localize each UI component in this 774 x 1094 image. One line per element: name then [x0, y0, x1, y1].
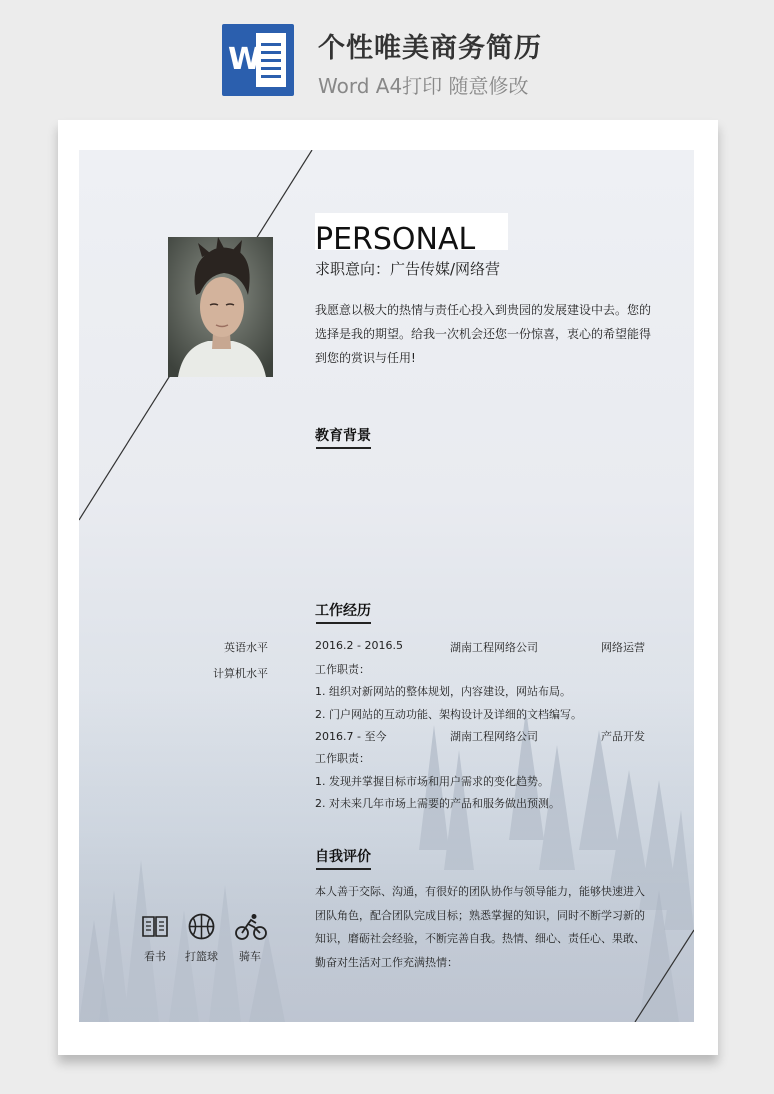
job-duty-item: 2. 门户网站的互动功能、架构设计及详细的文档编写。	[315, 708, 582, 721]
page-subtitle: Word A4打印 随意修改	[318, 74, 529, 98]
intro-text: 我愿意以极大的热情与责任心投入到贵园的发展建设中去。您的选择是我的期望。给我一次机会还您一份惊喜，衷心的希望能得到您的赏识与任用!	[315, 303, 652, 365]
bicycle-icon	[235, 913, 267, 945]
job-position: 网络运营	[601, 641, 645, 654]
skill-english: 英语水平	[224, 641, 268, 654]
job-position: 产品开发	[601, 730, 645, 743]
profile-photo	[168, 237, 273, 377]
job-period: 2016.2 - 2016.5	[315, 639, 403, 652]
job-intent: 求职意向：广告传媒/网络营	[315, 260, 501, 278]
hobby-label: 看书	[144, 950, 166, 963]
section-title-education: 教育背景	[315, 428, 371, 444]
section-underline	[316, 868, 371, 870]
job-duty-item: 1. 发现并掌握目标市场和用户需求的变化趋势。	[315, 775, 549, 788]
job-duty-label: 工作职责：	[315, 663, 370, 676]
section-title-self-eval: 自我评价	[315, 849, 371, 865]
job-duty-item: 1. 组织对新网站的整体规划，内容建设，网站布局。	[315, 685, 571, 698]
section-underline	[316, 622, 371, 624]
job-company: 湖南工程网络公司	[450, 730, 538, 743]
page-header	[0, 0, 774, 110]
section-underline	[316, 447, 371, 449]
section-title-work: 工作经历	[315, 603, 371, 619]
basketball-icon	[188, 913, 215, 944]
job-company: 湖南工程网络公司	[450, 641, 538, 654]
hobby-label: 打篮球	[185, 950, 218, 963]
book-icon	[141, 914, 169, 942]
job-duty-item: 2. 对未来几年市场上需要的产品和服务做出预测。	[315, 797, 560, 810]
job-period: 2016.7 - 至今	[315, 730, 387, 743]
skill-computer: 计算机水平	[213, 667, 268, 680]
name-title: PERSONAL	[315, 222, 476, 257]
word-icon-letter: W	[228, 42, 262, 77]
job-duty-label: 工作职责：	[315, 752, 370, 765]
self-eval-text: 本人善于交际、沟通，有很好的团队协作与领导能力，能够快速进入团队角色，配合团队完成目标；熟悉掌握的知识，同时不断学习新的知识，磨砺社会经验，不断完善自我。热情、细心、责任心、果敢、勤奋对生活对工作充满热情：	[315, 885, 645, 969]
word-icon	[222, 24, 294, 96]
hobby-label: 骑车	[239, 950, 261, 963]
page-title: 个性唯美商务简历	[318, 33, 542, 64]
